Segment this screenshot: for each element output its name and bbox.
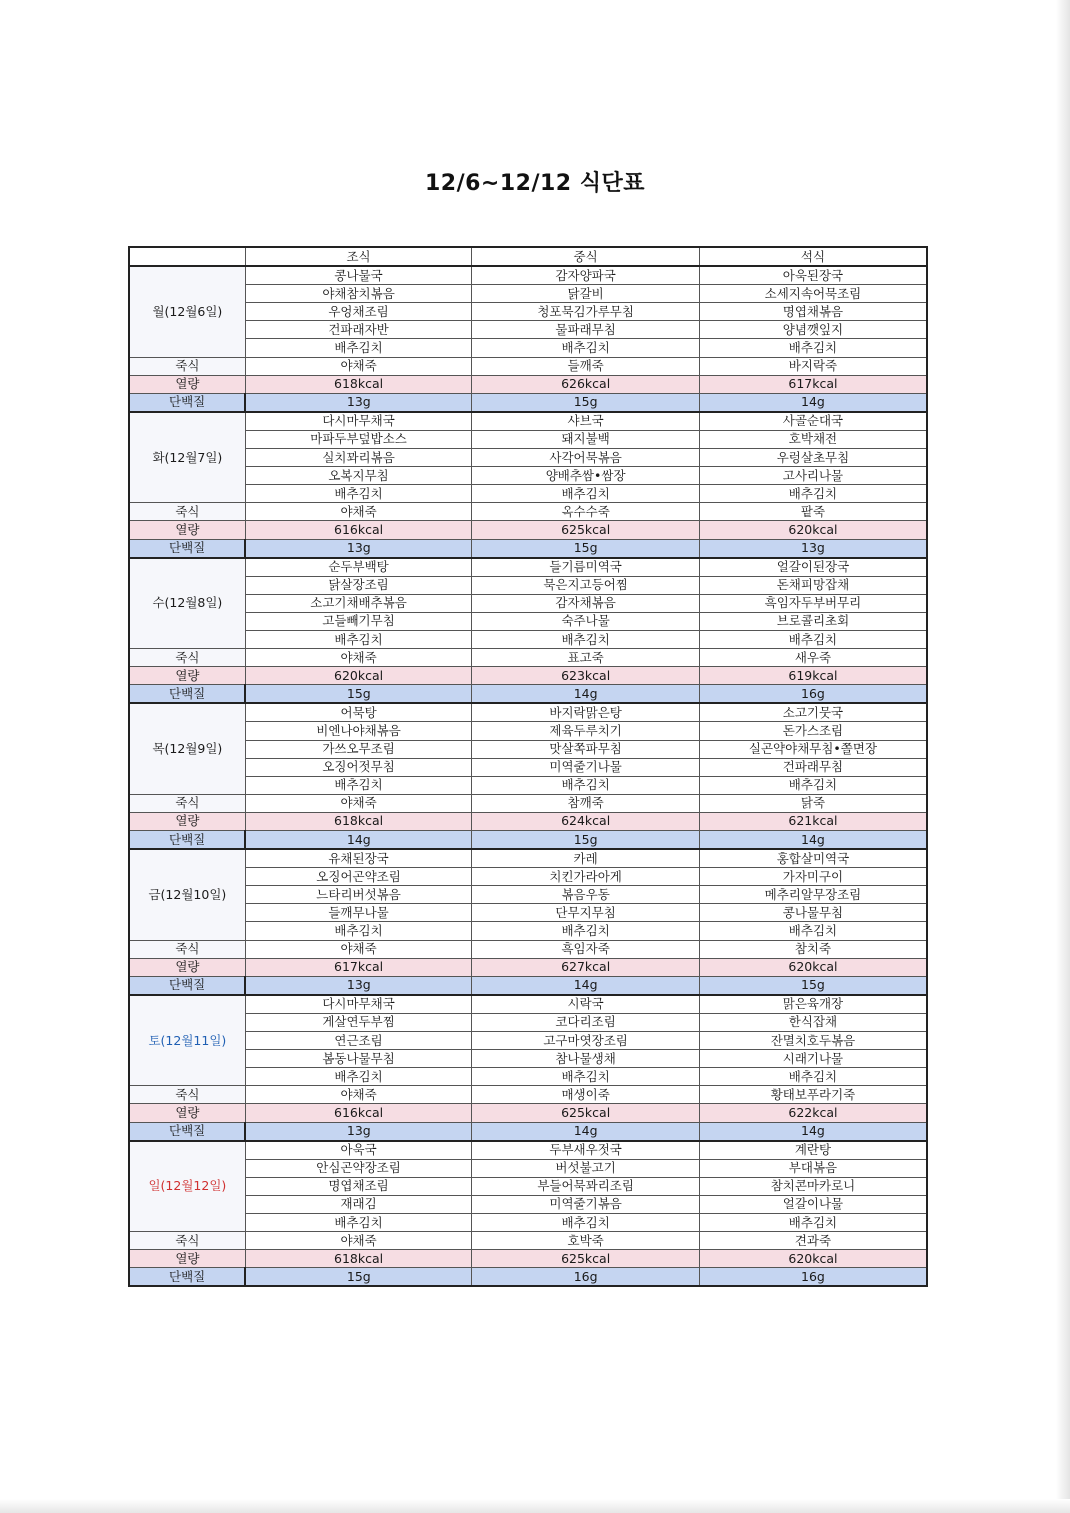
dish-cell-dinner: 건파래무침 (699, 758, 927, 776)
dish-cell-breakfast: 실치꽈리볶음 (245, 449, 472, 467)
porridge-row (129, 1232, 927, 1250)
calories-cell-breakfast: 616kcal (245, 521, 472, 539)
dish-cell-lunch: 바지락맑은탕 (472, 703, 700, 722)
dish-cell-lunch: 묵은지고등어찜 (472, 576, 700, 594)
calories-row (129, 667, 927, 685)
dish-cell-dinner: 소고기뭇국 (699, 703, 927, 722)
porridge-cell-breakfast: 야채죽 (245, 503, 472, 521)
dish-cell-breakfast: 다시마무채국 (245, 995, 472, 1014)
dish-cell-lunch: 물파래무침 (472, 321, 700, 339)
dish-row (129, 703, 927, 722)
protein-cell-dinner: 13g (699, 539, 927, 558)
protein-label: 단백질 (129, 1122, 245, 1141)
porridge-label: 죽식 (129, 503, 245, 521)
corner-cell (129, 247, 245, 266)
protein-cell-dinner: 14g (699, 1122, 927, 1141)
dish-cell-lunch: 배추김치 (472, 1068, 700, 1086)
dish-row (129, 1195, 927, 1213)
dish-cell-lunch: 맛살쪽파무침 (472, 740, 700, 758)
calories-cell-lunch: 624kcal (472, 812, 700, 830)
dish-row (129, 449, 927, 467)
porridge-cell-dinner: 황태보푸라기죽 (699, 1086, 927, 1104)
dish-cell-lunch: 미역줄기볶음 (472, 1195, 700, 1213)
day-label: 일(12월12일) (129, 1141, 245, 1232)
dish-cell-dinner: 양념깻잎지 (699, 321, 927, 339)
dish-cell-dinner: 콩나물무침 (699, 904, 927, 922)
dish-row (129, 303, 927, 321)
dish-cell-dinner: 사골순대국 (699, 412, 927, 431)
calories-label: 열량 (129, 1104, 245, 1122)
dish-cell-dinner: 가자미구이 (699, 868, 927, 886)
porridge-row (129, 794, 927, 812)
dish-row (129, 995, 927, 1014)
porridge-cell-breakfast: 야채죽 (245, 649, 472, 667)
dish-cell-lunch: 부들어묵꽈리조림 (472, 1177, 700, 1195)
dish-row (129, 922, 927, 940)
dish-cell-breakfast: 오복지무침 (245, 467, 472, 485)
day-label: 월(12월6일) (129, 266, 245, 357)
protein-cell-lunch: 14g (472, 685, 700, 704)
dish-cell-breakfast: 가쓰오무조림 (245, 740, 472, 758)
dish-cell-lunch: 샤브국 (472, 412, 700, 431)
porridge-label: 죽식 (129, 1232, 245, 1250)
calories-row (129, 1250, 927, 1268)
dish-cell-lunch: 숙주나물 (472, 612, 700, 630)
dish-cell-dinner: 배추김치 (699, 776, 927, 794)
dish-cell-lunch: 볶음우동 (472, 886, 700, 904)
dish-cell-dinner: 호박채전 (699, 430, 927, 448)
dish-cell-dinner: 명엽채볶음 (699, 303, 927, 321)
dish-cell-lunch: 사각어묵볶음 (472, 449, 700, 467)
header-row (129, 247, 927, 266)
dish-cell-lunch: 들기름미역국 (472, 558, 700, 577)
dish-cell-breakfast: 배추김치 (245, 1213, 472, 1231)
dish-cell-dinner: 부대볶음 (699, 1159, 927, 1177)
dish-cell-lunch: 두부새우젓국 (472, 1141, 700, 1160)
dish-row (129, 849, 927, 868)
porridge-row (129, 503, 927, 521)
dish-cell-dinner: 브로콜리초회 (699, 612, 927, 630)
dish-cell-breakfast: 재래김 (245, 1195, 472, 1213)
dish-cell-breakfast: 어묵탕 (245, 703, 472, 722)
porridge-label: 죽식 (129, 794, 245, 812)
dish-row (129, 467, 927, 485)
dish-cell-dinner: 배추김치 (699, 922, 927, 940)
dish-cell-breakfast: 닭살장조림 (245, 576, 472, 594)
calories-row (129, 812, 927, 830)
dish-cell-dinner: 배추김치 (699, 630, 927, 648)
protein-row (129, 393, 927, 412)
dish-cell-breakfast: 배추김치 (245, 485, 472, 503)
porridge-label: 죽식 (129, 357, 245, 375)
dish-cell-dinner: 잔멸치호두볶음 (699, 1032, 927, 1050)
calories-cell-lunch: 627kcal (472, 958, 700, 976)
protein-cell-breakfast: 14g (245, 831, 472, 850)
dish-row (129, 1050, 927, 1068)
dish-cell-dinner: 배추김치 (699, 1068, 927, 1086)
dish-row (129, 339, 927, 357)
protein-row (129, 1122, 927, 1141)
day-label: 토(12월11일) (129, 995, 245, 1086)
protein-cell-lunch: 15g (472, 393, 700, 412)
dish-row (129, 904, 927, 922)
dish-cell-breakfast: 배추김치 (245, 1068, 472, 1086)
porridge-label: 죽식 (129, 1086, 245, 1104)
meal-table (128, 246, 928, 1287)
dish-cell-breakfast: 배추김치 (245, 630, 472, 648)
dish-row (129, 430, 927, 448)
porridge-row (129, 1086, 927, 1104)
protein-label: 단백질 (129, 393, 245, 412)
dish-cell-breakfast: 연근조림 (245, 1032, 472, 1050)
protein-cell-lunch: 15g (472, 539, 700, 558)
porridge-cell-dinner: 새우죽 (699, 649, 927, 667)
dish-cell-dinner: 돈채피망잡채 (699, 576, 927, 594)
protein-cell-breakfast: 13g (245, 976, 472, 995)
dish-cell-lunch: 배추김치 (472, 339, 700, 357)
dish-row (129, 321, 927, 339)
dish-cell-lunch: 시락국 (472, 995, 700, 1014)
day-label: 금(12월10일) (129, 849, 245, 940)
protein-row (129, 831, 927, 850)
dish-cell-dinner: 배추김치 (699, 1213, 927, 1231)
calories-row (129, 521, 927, 539)
calories-cell-breakfast: 618kcal (245, 375, 472, 393)
protein-cell-breakfast: 13g (245, 393, 472, 412)
porridge-cell-lunch: 표고죽 (472, 649, 700, 667)
dish-cell-breakfast: 게살연두부찜 (245, 1013, 472, 1031)
dish-cell-breakfast: 마파두부덮밥소스 (245, 430, 472, 448)
dish-cell-dinner: 배추김치 (699, 485, 927, 503)
protein-cell-lunch: 16g (472, 1268, 700, 1287)
calories-cell-lunch: 625kcal (472, 521, 700, 539)
dish-row (129, 1013, 927, 1031)
dish-cell-breakfast: 들깨무나물 (245, 904, 472, 922)
calories-cell-dinner: 620kcal (699, 1250, 927, 1268)
dish-cell-dinner: 아욱된장국 (699, 266, 927, 285)
protein-cell-dinner: 14g (699, 831, 927, 850)
dish-cell-breakfast: 봄동나물무침 (245, 1050, 472, 1068)
dish-cell-breakfast: 순두부백탕 (245, 558, 472, 577)
dish-cell-breakfast: 아욱국 (245, 1141, 472, 1160)
dish-row (129, 285, 927, 303)
dish-cell-dinner: 실곤약야채무침•쫄면장 (699, 740, 927, 758)
dish-row (129, 558, 927, 577)
calories-label: 열량 (129, 1250, 245, 1268)
protein-cell-lunch: 14g (472, 976, 700, 995)
protein-cell-breakfast: 13g (245, 539, 472, 558)
header-breakfast: 조식 (245, 247, 472, 266)
dish-row (129, 630, 927, 648)
dish-row (129, 868, 927, 886)
dish-row (129, 594, 927, 612)
porridge-cell-lunch: 흑임자죽 (472, 940, 700, 958)
dish-cell-breakfast: 오징어젓무침 (245, 758, 472, 776)
calories-cell-breakfast: 617kcal (245, 958, 472, 976)
dish-cell-dinner: 메추리알무장조림 (699, 886, 927, 904)
dish-cell-lunch: 청포묵김가루무침 (472, 303, 700, 321)
dish-row (129, 740, 927, 758)
porridge-cell-lunch: 호박죽 (472, 1232, 700, 1250)
page-title: 12/6~12/12 식단표 (424, 171, 646, 196)
dish-row (129, 1032, 927, 1050)
calories-label: 열량 (129, 521, 245, 539)
protein-row (129, 685, 927, 704)
calories-cell-breakfast: 620kcal (245, 667, 472, 685)
calories-cell-breakfast: 618kcal (245, 1250, 472, 1268)
calories-label: 열량 (129, 958, 245, 976)
protein-cell-breakfast: 13g (245, 1122, 472, 1141)
dish-cell-breakfast: 건파래자반 (245, 321, 472, 339)
dish-cell-lunch: 양배추쌈•쌈장 (472, 467, 700, 485)
dish-cell-breakfast: 비엔나야채볶음 (245, 722, 472, 740)
protein-row (129, 539, 927, 558)
dish-cell-dinner: 계란탕 (699, 1141, 927, 1160)
dish-cell-lunch: 버섯불고기 (472, 1159, 700, 1177)
porridge-cell-breakfast: 야채죽 (245, 794, 472, 812)
protein-cell-dinner: 15g (699, 976, 927, 995)
dish-row (129, 485, 927, 503)
dish-row (129, 758, 927, 776)
dish-cell-lunch: 감자양파국 (472, 266, 700, 285)
dish-cell-breakfast: 우엉채조림 (245, 303, 472, 321)
dish-cell-lunch: 고구마엿장조림 (472, 1032, 700, 1050)
dish-cell-dinner: 고사리나물 (699, 467, 927, 485)
dish-cell-breakfast: 야채참치볶음 (245, 285, 472, 303)
dish-row (129, 576, 927, 594)
dish-cell-dinner: 한식잡채 (699, 1013, 927, 1031)
dish-cell-lunch: 미역줄기나물 (472, 758, 700, 776)
protein-cell-lunch: 14g (472, 1122, 700, 1141)
porridge-cell-breakfast: 야채죽 (245, 940, 472, 958)
dish-cell-breakfast: 유채된장국 (245, 849, 472, 868)
header-lunch: 중식 (472, 247, 700, 266)
dish-cell-lunch: 돼지불백 (472, 430, 700, 448)
porridge-cell-dinner: 견과죽 (699, 1232, 927, 1250)
day-label: 목(12월9일) (129, 703, 245, 794)
protein-row (129, 976, 927, 995)
dish-cell-lunch: 배추김치 (472, 630, 700, 648)
dish-cell-lunch: 코다리조림 (472, 1013, 700, 1031)
dish-cell-dinner: 우렁살초무침 (699, 449, 927, 467)
calories-cell-dinner: 620kcal (699, 958, 927, 976)
protein-cell-lunch: 15g (472, 831, 700, 850)
scan-edge-bottom (0, 1499, 1070, 1513)
day-label: 수(12월8일) (129, 558, 245, 649)
dish-cell-lunch: 제육두루치기 (472, 722, 700, 740)
calories-cell-lunch: 623kcal (472, 667, 700, 685)
dish-cell-dinner: 시래기나물 (699, 1050, 927, 1068)
dish-cell-lunch: 단무지무침 (472, 904, 700, 922)
protein-label: 단백질 (129, 1268, 245, 1287)
calories-cell-dinner: 622kcal (699, 1104, 927, 1122)
protein-cell-breakfast: 15g (245, 685, 472, 704)
dish-row (129, 1141, 927, 1160)
dish-cell-breakfast: 소고기채배추볶음 (245, 594, 472, 612)
dish-cell-dinner: 소세지속어묵조림 (699, 285, 927, 303)
calories-cell-lunch: 625kcal (472, 1104, 700, 1122)
calories-cell-lunch: 626kcal (472, 375, 700, 393)
protein-cell-breakfast: 15g (245, 1268, 472, 1287)
dish-row (129, 776, 927, 794)
dish-row (129, 1068, 927, 1086)
dish-cell-dinner: 참치콘마카로니 (699, 1177, 927, 1195)
dish-row (129, 612, 927, 630)
dish-cell-lunch: 닭갈비 (472, 285, 700, 303)
dish-cell-dinner: 얼갈이된장국 (699, 558, 927, 577)
dish-cell-breakfast: 명엽채조림 (245, 1177, 472, 1195)
calories-row (129, 1104, 927, 1122)
protein-cell-dinner: 14g (699, 393, 927, 412)
protein-row (129, 1268, 927, 1287)
dish-row (129, 412, 927, 431)
protein-label: 단백질 (129, 685, 245, 704)
day-label: 화(12월7일) (129, 412, 245, 503)
dish-cell-lunch: 배추김치 (472, 922, 700, 940)
dish-row (129, 722, 927, 740)
dish-cell-dinner: 맑은육개장 (699, 995, 927, 1014)
protein-label: 단백질 (129, 831, 245, 850)
protein-cell-dinner: 16g (699, 1268, 927, 1287)
dish-cell-breakfast: 다시마무채국 (245, 412, 472, 431)
dish-row (129, 1213, 927, 1231)
calories-cell-dinner: 619kcal (699, 667, 927, 685)
calories-label: 열량 (129, 375, 245, 393)
porridge-cell-lunch: 옥수수죽 (472, 503, 700, 521)
porridge-label: 죽식 (129, 940, 245, 958)
dish-cell-breakfast: 배추김치 (245, 776, 472, 794)
scan-edge-right (1056, 0, 1070, 1513)
dish-cell-breakfast: 배추김치 (245, 339, 472, 357)
dish-cell-dinner: 흑임자두부버무리 (699, 594, 927, 612)
porridge-cell-breakfast: 야채죽 (245, 1086, 472, 1104)
porridge-cell-dinner: 팥죽 (699, 503, 927, 521)
calories-cell-dinner: 617kcal (699, 375, 927, 393)
porridge-row (129, 649, 927, 667)
calories-cell-lunch: 625kcal (472, 1250, 700, 1268)
dish-cell-lunch: 감자채볶음 (472, 594, 700, 612)
dish-cell-dinner: 돈가스조림 (699, 722, 927, 740)
porridge-cell-dinner: 바지락죽 (699, 357, 927, 375)
protein-label: 단백질 (129, 976, 245, 995)
dish-cell-breakfast: 오징어곤약조림 (245, 868, 472, 886)
calories-label: 열량 (129, 812, 245, 830)
porridge-label: 죽식 (129, 649, 245, 667)
dish-cell-breakfast: 콩나물국 (245, 266, 472, 285)
dish-row (129, 1177, 927, 1195)
calories-cell-breakfast: 616kcal (245, 1104, 472, 1122)
dish-cell-lunch: 치킨가라아게 (472, 868, 700, 886)
dish-cell-lunch: 참나물생채 (472, 1050, 700, 1068)
dish-cell-lunch: 배추김치 (472, 1213, 700, 1231)
porridge-cell-breakfast: 야채죽 (245, 357, 472, 375)
dish-cell-breakfast: 느타리버섯볶음 (245, 886, 472, 904)
dish-cell-breakfast: 안심곤약장조림 (245, 1159, 472, 1177)
dish-cell-breakfast: 고들빼기무침 (245, 612, 472, 630)
porridge-cell-lunch: 매생이죽 (472, 1086, 700, 1104)
protein-cell-dinner: 16g (699, 685, 927, 704)
calories-label: 열량 (129, 667, 245, 685)
porridge-cell-breakfast: 야채죽 (245, 1232, 472, 1250)
dish-cell-dinner: 홍합살미역국 (699, 849, 927, 868)
dish-row (129, 1159, 927, 1177)
dish-row (129, 886, 927, 904)
porridge-row (129, 357, 927, 375)
calories-row (129, 958, 927, 976)
porridge-cell-lunch: 들깨죽 (472, 357, 700, 375)
porridge-row (129, 940, 927, 958)
dish-cell-dinner: 얼갈이나물 (699, 1195, 927, 1213)
dish-cell-dinner: 배추김치 (699, 339, 927, 357)
dish-cell-lunch: 배추김치 (472, 485, 700, 503)
protein-label: 단백질 (129, 539, 245, 558)
porridge-cell-dinner: 참치죽 (699, 940, 927, 958)
calories-row (129, 375, 927, 393)
dish-row (129, 266, 927, 285)
porridge-cell-lunch: 참깨죽 (472, 794, 700, 812)
dish-cell-breakfast: 배추김치 (245, 922, 472, 940)
calories-cell-breakfast: 618kcal (245, 812, 472, 830)
dish-cell-lunch: 카레 (472, 849, 700, 868)
header-dinner: 석식 (699, 247, 927, 266)
calories-cell-dinner: 621kcal (699, 812, 927, 830)
calories-cell-dinner: 620kcal (699, 521, 927, 539)
meal-table-body (129, 266, 927, 1286)
porridge-cell-dinner: 닭죽 (699, 794, 927, 812)
dish-cell-lunch: 배추김치 (472, 776, 700, 794)
